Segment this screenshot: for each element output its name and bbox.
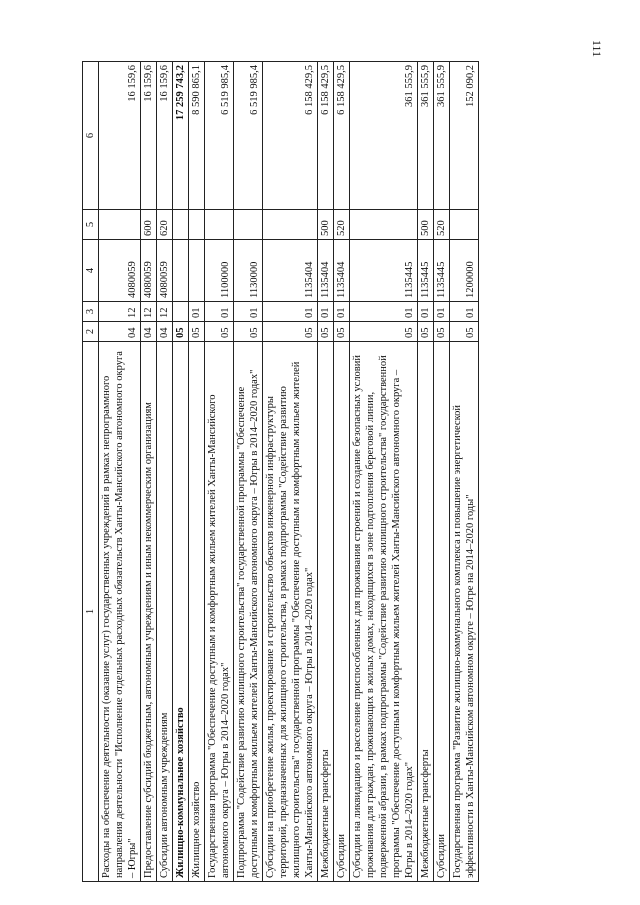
expense-type-cell: [205, 210, 234, 240]
target-article-cell: [189, 240, 205, 302]
section-code-cell: 05: [263, 322, 318, 342]
section-code-cell: 05: [234, 322, 263, 342]
expense-type-cell: [173, 210, 189, 240]
expense-type-cell: 520: [434, 210, 450, 240]
amount-cell: 361 555,9: [350, 62, 418, 210]
table-row: [99, 62, 141, 882]
row-name-cell: Межбюджетные трансферты: [318, 342, 334, 882]
target-article-cell: 1135445: [418, 240, 434, 302]
section-code-cell: 05: [350, 322, 418, 342]
expense-type-cell: [189, 210, 205, 240]
table-row: [334, 62, 350, 882]
section-code-cell: 05: [318, 322, 334, 342]
amount-cell: 6 158 429,5: [318, 62, 334, 210]
subsection-code-cell: 01: [350, 302, 418, 322]
subsection-code-cell: 12: [157, 302, 173, 322]
row-name-cell: Предоставление субсидий бюджетным, автономным учреждениям и иным некоммерческим организациям: [141, 342, 157, 882]
target-article-cell: 1130000: [234, 240, 263, 302]
section-code-cell: 05: [334, 322, 350, 342]
amount-cell: 6 519 985,4: [234, 62, 263, 210]
table-header-row: [83, 62, 99, 882]
header-cell: 3: [83, 302, 99, 322]
expense-type-cell: 600: [141, 210, 157, 240]
table-row: [434, 62, 450, 882]
subsection-code-cell: 01: [234, 302, 263, 322]
expense-type-cell: [350, 210, 418, 240]
target-article-cell: [173, 240, 189, 302]
table-body: [99, 62, 479, 882]
row-name-cell: Межбюджетные трансферты: [418, 342, 434, 882]
amount-cell: 6 519 985,4: [205, 62, 234, 210]
subsection-code-cell: 01: [418, 302, 434, 322]
table-row: [157, 62, 173, 882]
header-cell: 1: [83, 342, 99, 882]
amount-cell: 152 090,2: [450, 62, 479, 210]
target-article-cell: 1135404: [263, 240, 318, 302]
target-article-cell: 4080059: [157, 240, 173, 302]
table-row: [263, 62, 318, 882]
expense-type-cell: [263, 210, 318, 240]
row-name-cell: Государственная программа "Обеспечение доступным и комфортным жильем жителей Ханты-Мансийского автономного округа – Югры в 2014–2020 годах": [205, 342, 234, 882]
table-row: [141, 62, 157, 882]
section-code-cell: 04: [157, 322, 173, 342]
amount-cell: 16 159,6: [99, 62, 141, 210]
amount-cell: 16 159,6: [141, 62, 157, 210]
amount-cell: 17 259 743,2: [173, 62, 189, 210]
row-name-cell: Государственная программа "Развитие жилищно-коммунального комплекса и повышение энергетической эффективности в Ханты-Мансийском автономном округе – Югре на 2014–2020 годы": [450, 342, 479, 882]
amount-cell: 361 555,9: [434, 62, 450, 210]
expense-type-cell: [450, 210, 479, 240]
target-article-cell: 1200000: [450, 240, 479, 302]
amount-cell: 16 159,6: [157, 62, 173, 210]
page-number: 111: [590, 40, 604, 58]
amount-cell: 6 158 429,5: [263, 62, 318, 210]
amount-cell: 6 158 429,5: [334, 62, 350, 210]
subsection-code-cell: 12: [141, 302, 157, 322]
expense-type-cell: 520: [334, 210, 350, 240]
section-code-cell: 04: [99, 322, 141, 342]
row-name-cell: Жилищное хозяйство: [189, 342, 205, 882]
target-article-cell: 1100000: [205, 240, 234, 302]
header-cell: 6: [83, 62, 99, 210]
target-article-cell: 4080059: [99, 240, 141, 302]
subsection-code-cell: 01: [205, 302, 234, 322]
expense-type-cell: [234, 210, 263, 240]
target-article-cell: 1135445: [434, 240, 450, 302]
row-name-cell: Субсидии: [334, 342, 350, 882]
row-name-cell: Субсидии автономным учреждениям: [157, 342, 173, 882]
amount-cell: 361 555,9: [418, 62, 434, 210]
target-article-cell: 4080059: [141, 240, 157, 302]
section-code-cell: 05: [418, 322, 434, 342]
row-name-cell: Жилищно-коммунальное хозяйство: [173, 342, 189, 882]
table-row: [205, 62, 234, 882]
expense-type-cell: 620: [157, 210, 173, 240]
row-name-cell: Субсидии: [434, 342, 450, 882]
row-name-cell: Субсидии на ликвидацию и расселение приспособленных для проживания строений и создание безопасных условий проживания для граждан, проживающих в жилых домах, находящихся в зоне подтопления береговой линии, подверженной абразии, в рамках подпрограммы "Содействие развитию жилищного строительства" государственной программы "Обеспечение доступным и комфортным жильем жителей Ханты-Мансийского автономного округа – Югры в 2014–2020 годах": [350, 342, 418, 882]
section-code-cell: 05: [450, 322, 479, 342]
subsection-code-cell: 01: [263, 302, 318, 322]
subsection-code-cell: 12: [99, 302, 141, 322]
header-cell: 5: [83, 210, 99, 240]
table-row: [418, 62, 434, 882]
table-row: [189, 62, 205, 882]
rotated-table-container: [82, 62, 562, 882]
expense-type-cell: [99, 210, 141, 240]
section-code-cell: 05: [173, 322, 189, 342]
expense-type-cell: 500: [318, 210, 334, 240]
section-code-cell: 05: [434, 322, 450, 342]
section-code-cell: 05: [189, 322, 205, 342]
row-name-cell: Расходы на обеспечение деятельности (оказание услуг) государственных учреждений в рамках непрограммного направления деятельности "Исполнение отдельных расходных обязательств Ханты-Мансийского автономного округа – Югры": [99, 342, 141, 882]
target-article-cell: 1135445: [350, 240, 418, 302]
table-row: [173, 62, 189, 882]
amount-cell: 8 590 865,1: [189, 62, 205, 210]
row-name-cell: Подпрограмма "Содействие развитию жилищного строительства" государственной программы "Обеспечение доступным и комфортным жильем жителей Ханты-Мансийского автономного округа – Югры в 2014–2020 годах": [234, 342, 263, 882]
expense-type-cell: 500: [418, 210, 434, 240]
subsection-code-cell: 01: [189, 302, 205, 322]
subsection-code-cell: 01: [434, 302, 450, 322]
target-article-cell: 1135404: [318, 240, 334, 302]
budget-table: [82, 61, 479, 882]
target-article-cell: 1135404: [334, 240, 350, 302]
table-row: [234, 62, 263, 882]
header-cell: 2: [83, 322, 99, 342]
subsection-code-cell: 01: [334, 302, 350, 322]
table-row: [318, 62, 334, 882]
table-row: [350, 62, 418, 882]
row-name-cell: Субсидии на приобретение жилья, проектирование и строительство объектов инженерной инфраструктуры территорий, предназначенных для жилищного строительства, в рамках подпрограммы "Содействие развитию жилищного строительства" государственной программы "Обеспечение доступным и комфортным жильем жителей Ханты-Мансийского автономного округа – Югры в 2014–2020 годах": [263, 342, 318, 882]
table-row: [450, 62, 479, 882]
section-code-cell: 04: [141, 322, 157, 342]
subsection-code-cell: [173, 302, 189, 322]
header-cell: 4: [83, 240, 99, 302]
section-code-cell: 05: [205, 322, 234, 342]
subsection-code-cell: 01: [450, 302, 479, 322]
subsection-code-cell: 01: [318, 302, 334, 322]
